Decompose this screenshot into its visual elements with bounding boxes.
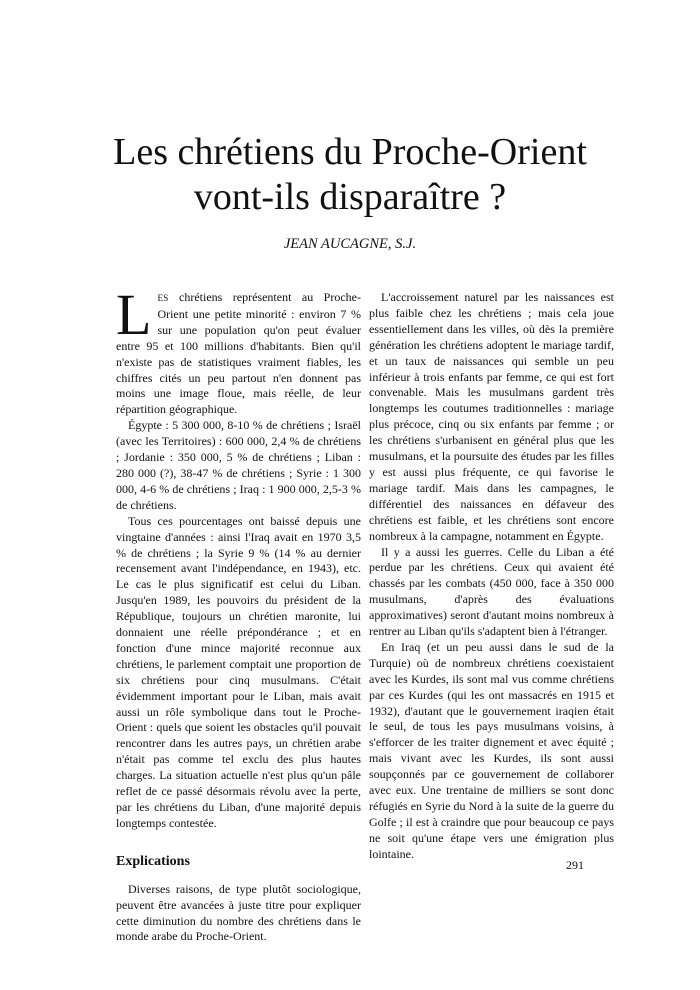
article-title-line-2: vont-ils disparaître ? (193, 176, 507, 218)
article-title (0, 130, 700, 220)
article-author: JEAN AUCAGNE, S.J. (283, 236, 417, 252)
section-paragraph: Diverses raisons, de type plutôt sociologique, peuvent être avancées à juste titre pour expliquer cette diminution du nombre des chrétiens dans le monde arabe du Proche-Orient. (116, 881, 361, 944)
body-paragraph-iraq: En Iraq (et un peu aussi dans le sud de la Turquie) où de nombreux chrétiens coexistaient avec les Kurdes, ils sont mal vus comme chrétiens par ces Kurdes (qui les ont massacrés en 1915 et 1932), d'autant que le gouvernement iraqien était le seul, de tous les pays musulmans voisins, à s'efforcer de les traiter dignement et avec équité ; mais vivant avec les Kurdes, ils sont aussi soupçonnés par ce gouvernement de collaborer avec eux. Une trentaine de milliers se sont donc réfugiés en Syrie du Nord à la suite de la guerre du Golfe ; il est à craindre que pour beaucoup ce pays ne soit qu'une étape vers une émigration plus lointaine. (369, 639, 614, 861)
right-column (369, 290, 614, 863)
intro-paragraph (116, 282, 361, 418)
article-title-line-1: Les chrétiens du Proche-Orient (113, 131, 587, 173)
intro-text: chrétiens représentent au Proche-Orient une petite minorité : environ 7 % sur une population qu'on peut évaluer entre 95 et 100 millions d'habitants. Bien qu'il n'existe pas de statistiques vraiment fiables, les chiffres cités un peu partout n'en donnent pas moins une image floue, mais réelle, de leur répartition géographique. (116, 290, 361, 417)
body-paragraph-decline: Tous ces pourcentages ont baissé depuis une vingtaine d'années : ainsi l'Iraq avait en 1970 3,5 % de chrétiens ; la Syrie 9 % (14 % au dernier recensement avant l'indépendance, en 1943), etc. Le cas le plus significatif est celui du Liban. Jusqu'en 1989, les pouvoirs du président de la République, toujours un chrétien maronite, lui donnaient une réelle prépondérance ; et en fonction d'une mince majorité reconnue aux chrétiens, le parlement comptait une proportion de six chrétiens pour cinq musulmans. C'était évidemment important pour le Liban, mais avait aussi un rôle symbolique dans tout le Proche-Orient : quels que soient les obstacles qu'il pouvait rencontrer dans les autres pays, un chrétien arabe n'était pas comme tel exclu des plus hautes charges. La situation actuelle n'est plus qu'un pâle reflet de ce passé désormais révolu avec la perte, par les chrétiens du Liban, d'une majorité depuis longtemps contestée. (116, 513, 361, 830)
left-column (116, 282, 361, 945)
body-paragraph-statistics: Égypte : 5 300 000, 8-10 % de chrétiens ; Israël (avec les Territoires) : 600 000, 2,4 % de chrétiens ; Jordanie : 350 000, 5 % de chrétiens ; Liban : 280 000 (?), 38-47 % de chrétiens ; Syrie : 1 300 000, 4-6 % de chrétiens ; Iraq : 1 900 000, 2,5-3 % de chrétiens. (116, 418, 361, 512)
body-paragraph-births: L'accroissement naturel par les naissances est plus faible chez les chrétiens ; mais cela joue essentiellement dans les villes, où dès la première génération les chrétiens adoptent le mariage tardif, et un taux de naissances qui semble un peu inférieur à trois enfants par femme, ce qui est fort convenable. Mais les musulmans gardent très longtemps les coutumes traditionnelles : mariage plus précoce, cinq ou six enfants par femme ; or les chrétiens s'urbanisent en général plus que les musulmans, et la poursuite des études par les filles y est aussi plus fréquente, ce qui favorise le mariage tardif. Mais dans les campagnes, le différentiel des naissances en défaveur des chrétiens est faible, et les chrétiens sont encore nombreux à la campagne, notamment en Égypte. (369, 290, 614, 543)
intro-small-caps: ES (157, 293, 169, 303)
page-number: 291 (566, 858, 584, 872)
section-heading: Explications (116, 853, 190, 869)
drop-cap: L (116, 282, 152, 347)
body-paragraph-wars: Il y a aussi les guerres. Celle du Liban a été perdue par les chrétiens. Ceux qui avaient été chassés par les combats (450 000, face à 350 000 musulmans, d'après des évaluations approximatives) seront d'autant moins nombreux à rentrer au Liban qu'ils s'adaptent bien à l'étranger. (369, 544, 614, 639)
